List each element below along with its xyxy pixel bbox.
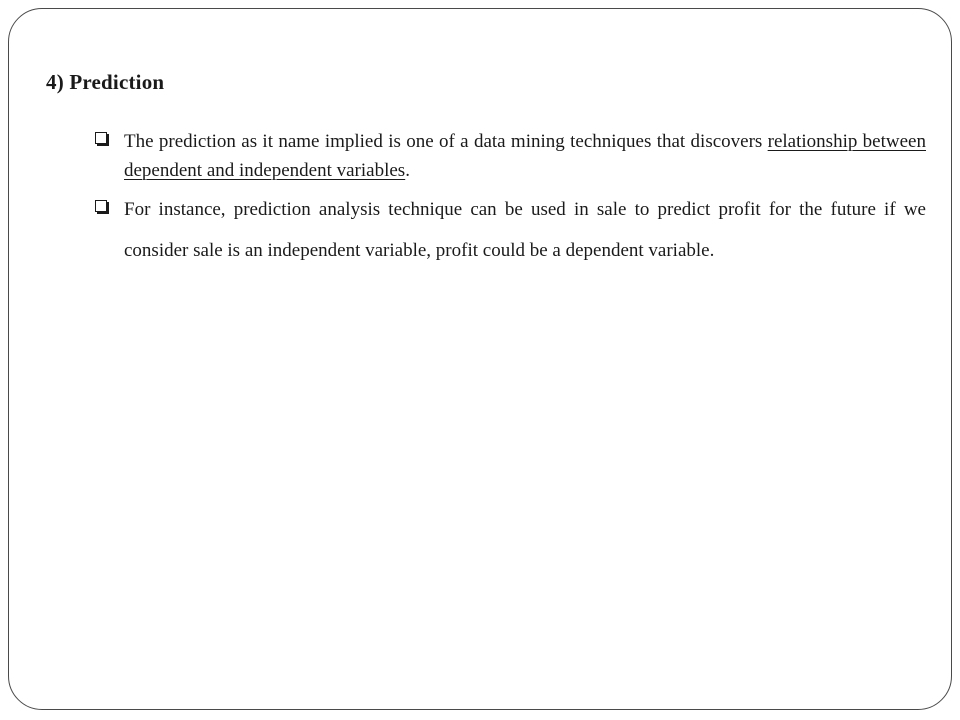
hollow-square-bullet-icon [95,200,107,212]
underlined-term: relationship between dependent and independent variables [124,131,926,181]
slide-heading: 4) Prediction [46,70,165,94]
bullet-text-example: For instance, prediction analysis technique can be used in sale to predict profit for the future if we consider sale is an independent variable, profit could be a dependent variable. [124,199,926,261]
bullet-text-definition [124,127,926,185]
bullet-text-part: The prediction as it name implied is one of a data mining techniques that discovers [124,131,768,152]
slide-frame [8,8,952,710]
bullet-text-part: . [405,160,410,181]
bullet-item-definition [95,127,926,185]
hollow-square-bullet-icon [95,132,107,144]
bullet-item-example [95,195,926,271]
